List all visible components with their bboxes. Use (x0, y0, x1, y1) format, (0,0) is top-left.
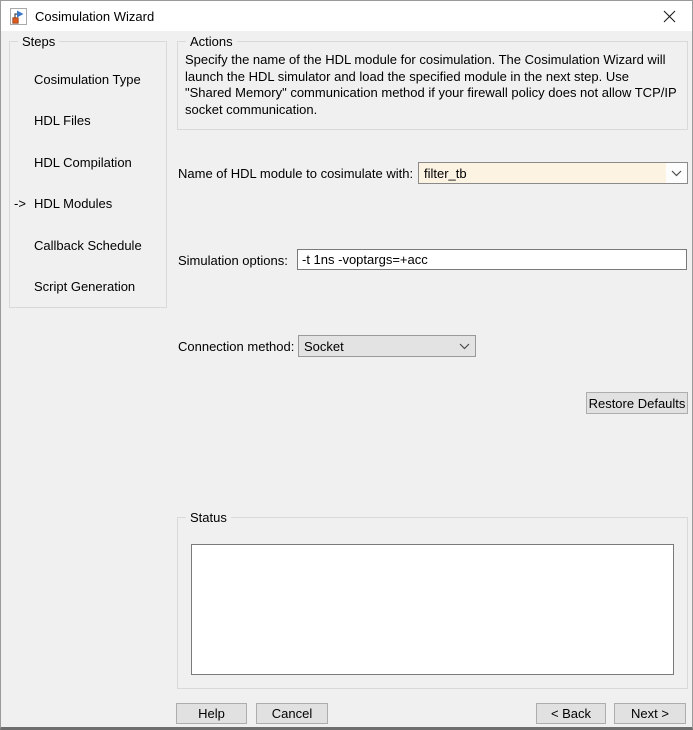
app-icon (10, 8, 27, 25)
step-hdl-modules: HDL Modules (34, 196, 113, 211)
restore-defaults-button[interactable]: Restore Defaults (586, 392, 688, 414)
step-hdl-compilation: HDL Compilation (34, 155, 132, 170)
back-button[interactable]: < Back (536, 703, 606, 724)
status-group (177, 510, 688, 689)
status-textarea[interactable] (191, 544, 674, 675)
current-step-marker: -> (14, 196, 26, 211)
step-script-generation: Script Generation (34, 279, 136, 294)
status-group-label: Status (186, 510, 231, 525)
steps-group-label: Steps (18, 34, 59, 49)
step-callback-schedule: Callback Schedule (34, 238, 142, 253)
step-cosimulation-type: Cosimulation Type (34, 72, 141, 87)
step-hdl-files: HDL Files (34, 113, 91, 128)
next-button[interactable]: Next > (614, 703, 686, 724)
simulation-options-input[interactable] (297, 249, 687, 270)
close-button[interactable] (647, 1, 692, 31)
actions-group (177, 34, 688, 130)
connection-method-label: Connection method: (178, 339, 295, 354)
close-icon (663, 10, 676, 23)
actions-group-label: Actions (186, 34, 237, 49)
window-title: Cosimulation Wizard (35, 8, 155, 24)
help-button[interactable]: Help (176, 703, 247, 724)
hdl-module-dropdown-button[interactable] (666, 163, 687, 183)
steps-group (9, 34, 167, 308)
connection-method-select[interactable] (298, 335, 476, 357)
hdl-module-label: Name of HDL module to cosimulate with: (178, 166, 414, 181)
hdl-module-combobox[interactable] (418, 162, 688, 184)
chevron-down-icon (671, 170, 682, 177)
chevron-down-icon (459, 343, 470, 350)
actions-description: Specify the name of the HDL module for cosimulation. The Cosimulation Wizard will launch the HDL simulator and load the specified module in the next step. Use "Shared Memory" communication method if your firewall policy does not allow TCP/IP socket communication. (185, 52, 677, 117)
simulation-options-label: Simulation options: (178, 253, 288, 268)
cancel-button[interactable]: Cancel (256, 703, 328, 724)
title-bar (1, 1, 692, 31)
hdl-module-value: filter_tb (424, 165, 467, 181)
connection-method-value: Socket (304, 338, 344, 354)
